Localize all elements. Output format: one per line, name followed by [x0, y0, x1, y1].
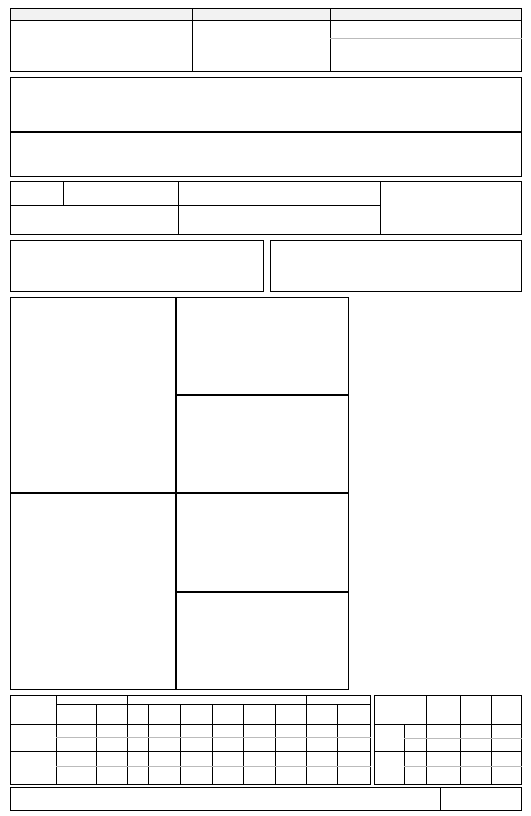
owner-block [10, 20, 522, 72]
linear-block [10, 132, 522, 177]
footer-block [10, 787, 522, 811]
dam-block [10, 493, 176, 690]
maternal-grandsire-block [176, 493, 349, 592]
weights-block [270, 240, 522, 292]
paternal-grandsire-block [176, 297, 349, 395]
sire-block [10, 297, 176, 493]
indices-block [10, 181, 522, 235]
progeny-avg-table [374, 695, 522, 785]
paternal-granddam-block [176, 395, 349, 493]
breeder-block [10, 240, 264, 292]
progeny-results-table [10, 695, 371, 785]
animal-block [10, 77, 522, 132]
maternal-granddam-block [176, 592, 349, 690]
